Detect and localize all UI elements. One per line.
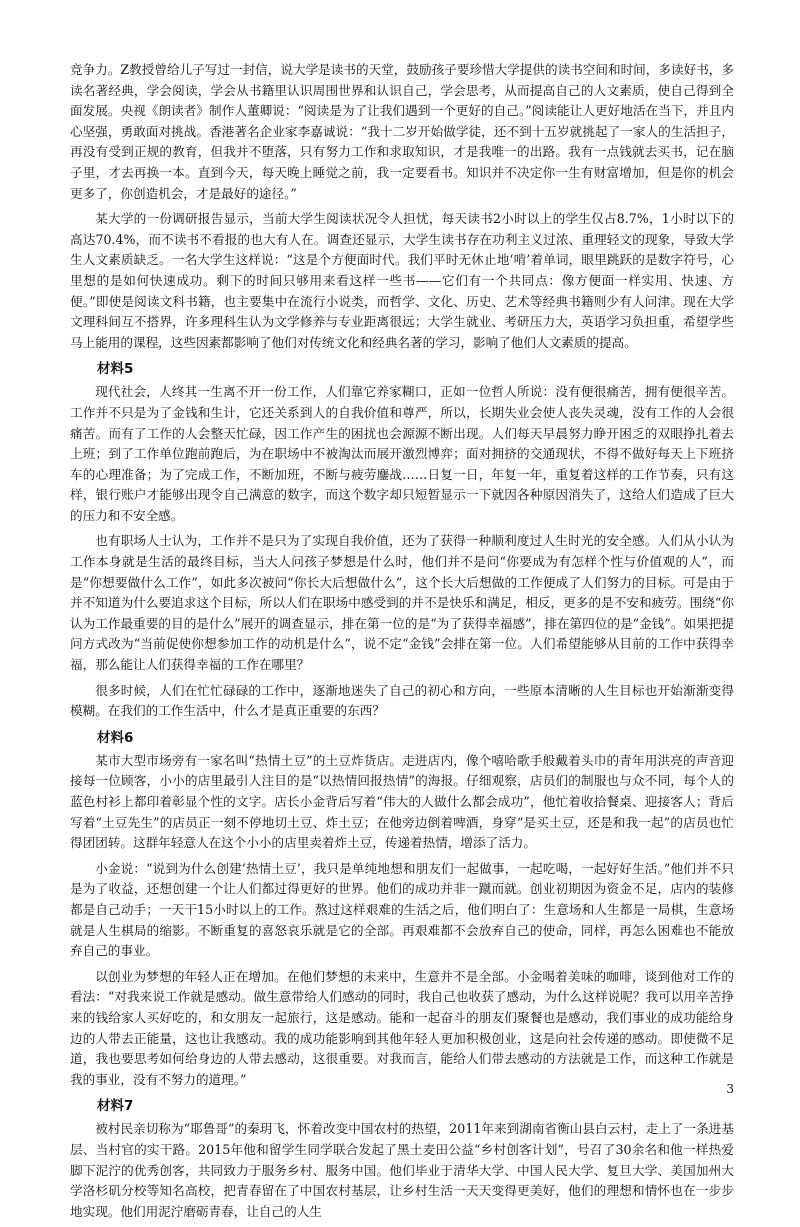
paragraph: 以创业为梦想的年轻人正在增加。在他们梦想的未来中，生意并不是全部。小金喝着美味的咖啡，谈到他对工作的看法：“对我来说工作就是感动。做生意带给人们感动的同时，我自己也收获了感动，为什么这样说呢？我可以用辛苦挣来的钱给家人买好吃的，和女朋友一起旅行，这是感动。能和一起奋斗的朋友们聚餐也是感动，我们事业的成功能给身边的人带去正能量，这也让我感动。我的成功能影响到其他年轻人更加积极创业，这是向社会传递的感动。即使微不足道，我也要思考如何给身边的人带去感动，这很重要。对我而言，能给人们带去感动的方法就是工作，而这种工作就是我的事业，没有不努力的道理。”	[70, 968, 734, 1087]
paragraph: 某大学的一份调研报告显示，当前大学生阅读状况令人担忧，每天读书2小时以上的学生仅占8.7%，1小时以下的高达70.4%，而不读书不看报的也大有人在。调查还显示，大学生读书存在功利主义过浓、重理轻文的现象，导致大学生人文素质缺乏。一名大学生这样说：“这是个方便面时代。我们平时无休止地‘啃’着单词，眼里跳跃的是数字符号，心里想的是如何快速成功。剩下的时间只够用来看这样一些书——它们有一个共同点：像方便面一样实用、快速、方便。”即使是阅读文科书籍，也主要集中在流行小说类，而哲学、文化、历史、艺术等经典书籍则少有人问津。现在大学文理科间互不搭界，许多理科生认为文学修养与专业距离很远；大学生就业、考研压力大，英语学习负担重，希望学些马上能用的课程，这些因素都影响了他们对传统文化和经典名著的学习，影响了他们人文素质的提高。	[70, 211, 734, 350]
paragraph: 被村民亲切称为“耶鲁哥”的秦玥飞，怀着改变中国农村的热望，2011年来到湖南省衡山县白云村，走上了一条进基层、当村官的实干路。2015年他和留学生同学联合发起了黑土麦田公益“乡村创客计划”，号召了30余名和他一样热爱脚下泥泞的优秀创客，共同致力于服务乡村、服务中国。他们毕业于清华大学、中国人民大学、复旦大学、美国加州大学洛杉矶分校等知名高校，把青春留在了中国农村基层，让乡村生活一天天变得更美好，他们的理想和情怀也在一步步地实现。他们用泥泞磨砺青春，让自己的人生	[70, 1121, 734, 1219]
paragraph: 现代社会，人终其一生离不开一份工作，人们靠它养家糊口，正如一位哲人所说：没有便很痛苦，拥有便很辛苦。工作并不只是为了金钱和生计，它还关系到人的自我价值和尊严，所以，长期失业会使人丧失灵魂，没有工作的人会很痛苦。而有了工作的人会整天忙碌，因工作产生的困扰也会源源不断出现。人们每天早晨努力睁开困乏的双眼挣扎着去上班；到了工作单位跑前跑后，为在职场中不被淘汰而展开激烈博弈；面对拥挤的交通现状，不得不做好每天上下班挤车的心理准备；为了完成工作，不断加班，不断与疲劳鏖战……日复一日，年复一年，重复着这样的工作节奏，只有这样，银行账户才能够出现令自己满意的数字，而这个数字却只短暂显示一下就因各种原因消失了，这给人们造成了巨大的压力和不安全感。	[70, 384, 734, 523]
paragraph: 很多时候，人们在忙忙碌碌的工作中，逐渐地迷失了自己的初心和方向，一些原本清晰的人生目标也开始渐渐变得模糊。在我们的工作生活中，什么才是真正重要的东西？	[70, 682, 734, 719]
paragraph: 某市大型市场旁有一家名叫“热情土豆”的土豆炸货店。走进店内，像个嘻哈歌手般戴着头巾的青年用洪亮的声音迎接每一位顾客，小小的店里最引人注目的是“以热情回报热情”的海报。仔细观察，店员们的制服也与众不同，每个人的蓝色村衫上都印着彰显个性的文字。店长小金背后写着“伟大的人做什么都会成功”，他忙着收拾餐桌、迎接客人；背后写着“土豆先生”的店员正一刻不停地切土豆、炸土豆；在他旁边倒着啤酒，身穿“是买土豆，还是和我一起”的店员也忙得团团转。这群年轻意人在这个小小的店里卖着炸土豆，传递着热情，增添了活力。	[70, 752, 734, 851]
page-number: 3	[726, 1082, 734, 1096]
paragraph: 小金说：“说到为什么创建‘热情土豆’，我只是单纯地想和朋友们一起做事，一起吃喝，一起好好生活。”他们并不只是为了收益，还想创建一个让人们都过得更好的世界。他们的成功并非一蹴而就。创业初期因为资金不足，店内的装修都是自己动手；一天干15小时以上的工作。熬过这样艰难的生活之后，他们明白了：生意场和人生都是一局棋，生意场就是人生棋局的缩影。不断重复的喜怒哀乐就是它的全部。再艰难都不会放弃自己的使命，同样，再怎么困难也不能放弃自己的事业。	[70, 860, 734, 959]
paragraph: 也有职场人士认为，工作并不是只为了实现自我价值，还为了获得一种顺利度过人生时光的安全感。人们从小认为工作本身就是生活的最终目标，当大人问孩子梦想是什么时，他们并不是问“你要成为有怎样个性与价值观的人”，而是“你想要做什么工作”，如此多次被问“你长大后想做什么”，这个长大后想做的工作便成了人们努力的目标。可是由于并不知道为什么要追求这个目标，所以人们在职场中感受到的并不是快乐和满足，相反，更多的是不安和疲劳。围绕“你认为工作最重要的目的是什么”展开的调查显示，排在第一位的是“为了获得幸福感”，排在第四位的是“金钱”。如果把提问方式改为“当前促使你想参加工作的动机是什么”，说不定“金钱”会排在第一位。人们希望能够从目前的工作中获得幸福，那么能让人们获得幸福的工作在哪里？	[70, 533, 734, 673]
section-heading: 材料6	[97, 729, 134, 746]
document-page	[70, 60, 734, 1227]
paragraph: 竞争力。Z教授曾给儿子写过一封信，说大学是读书的天堂，鼓励孩子要珍惜大学提供的读书空间和时间，多读好书，多读名著经典，学会阅读，学会从书籍里认识周围世界和认识自己，学会思考，从而提高自己的人文素质，使自己得到全面发展。央视《朗读者》制作人董卿说：“阅读是为了让我们遇到一个更好的自己。”阅读能让人更好地活在当下，并且内心坚强，勇敢面对挑战。香港著名企业家李嘉诚说：“我十二岁开始做学徒，还不到十五岁就挑起了一家人的生活担子，再没有受到正规的教育，但我并不堕落，只有努力工作和求取知识，才是我唯一的出路。我有一点钱就去买书，记在脑子里，才去再换一本。直到今天，每天晚上睡觉之前，我一定要看书。知识并不决定你一生有财富增加，但是你的机会更多了，你创造机会，才是最好的途径。”	[70, 62, 734, 201]
section-heading: 材料5	[97, 361, 134, 378]
section-heading: 材料7	[97, 1098, 134, 1115]
